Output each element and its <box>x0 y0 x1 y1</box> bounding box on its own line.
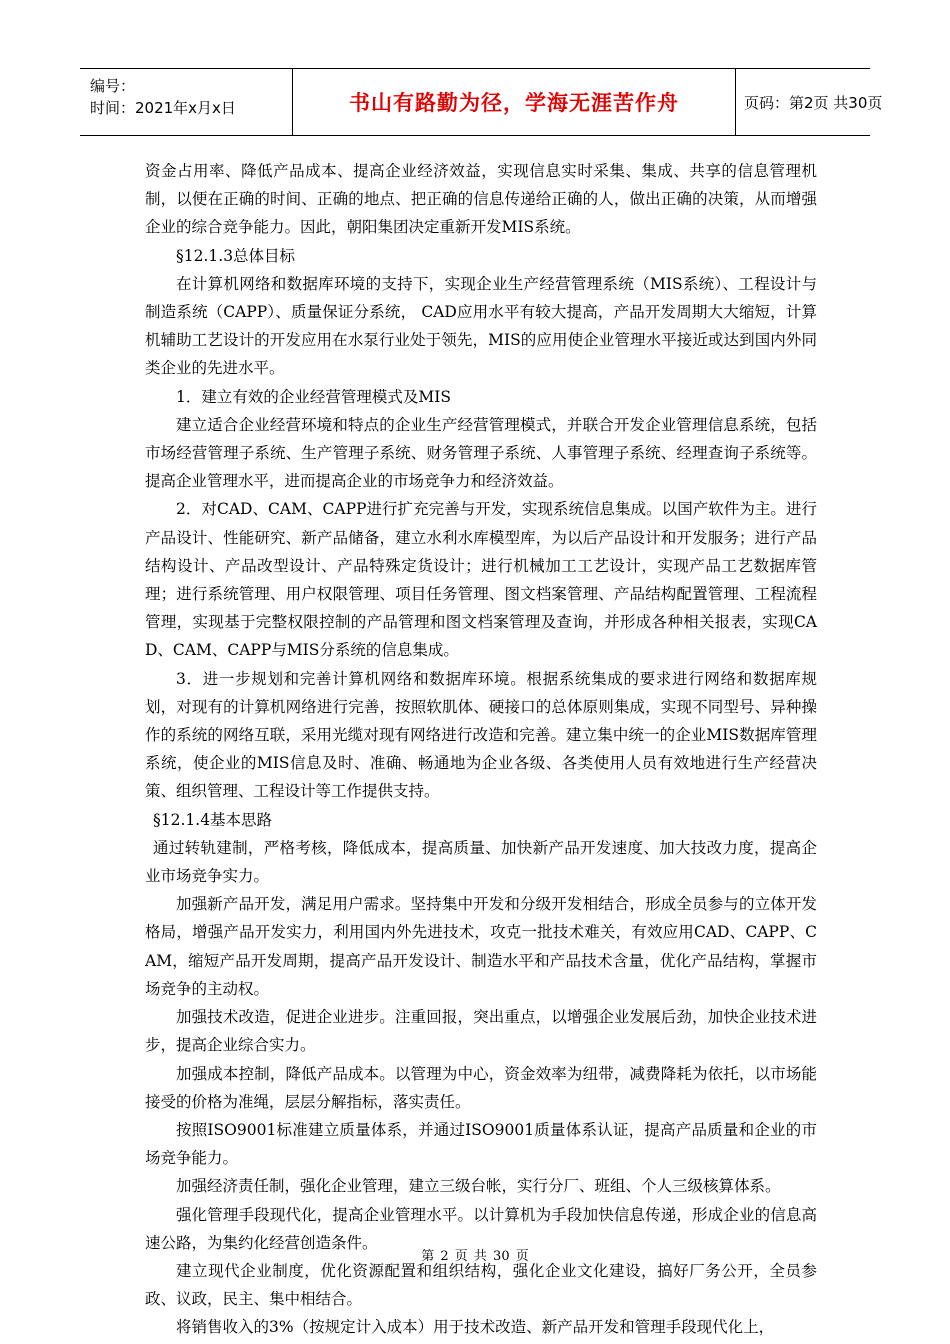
list-item-paragraph: 3．进一步规划和完善计算机网络和数据库环境。根据系统集成的要求进行网络和数据库规划，对现有的计算机网络进行完善，按照软肌体、硬接口的总体原则集成，实现不同型号、异种操作的系统的网络互联，采用光缆对现有网络进行改造和完善。建立集中统一的企业MIS数据库管理系统，使企业的MIS信息及时、准确、畅通地为企业各级、各类使用人员有效地进行生产经营决策、组织管理、工程设计等工作提供支持。 <box>145 669 817 801</box>
document-time-label: 时间：2021年x月x日 <box>90 99 236 117</box>
list-item-paragraph: 2．对CAD、CAM、CAPP进行扩充完善与开发，实现系统信息集成。以国产软件为主。进行产品设计、性能研究、新产品储备，建立水利水库模型库，为以后产品设计和开发服务；进行产品结构设计、产品改型设计、产品特殊定货设计；进行机械加工工艺设计，实现产品工艺数据库管理；进行系统管理、用户权限管理、项目任务管理、图文档案管理、产品结构配置管理、工程流程管理，实现基于完整权限控制的产品管理和图文档案管理及查询，并形成各种相关报表，实现CAD、CAM、CAPP与MIS分系统的信息集成。 <box>145 500 817 660</box>
section-heading-12-1-4: §12.1.4基本思路 <box>153 810 273 829</box>
body-paragraph: 按照ISO9001标准建立质量体系，并通过ISO9001质量体系认证，提高产品质量和企业的市场竞争能力。 <box>145 1120 817 1168</box>
body-paragraph: 在计算机网络和数据库环境的支持下，实现企业生产经营管理系统（MIS系统）、工程设计与制造系统（CAPP）、质量保证分系统， CAD应用水平有较大提高，产品开发周期大大缩短，计算机辅助工艺设计的开发应用在水泵行业处于领先，MIS的应用使企业管理水平接近或达到国内外同类企业的先进水平。 <box>145 274 817 378</box>
document-number-label: 编号： <box>90 77 136 95</box>
body-paragraph: 建立现代企业制度，优化资源配置和组织结构，强化企业文化建设，搞好厂务公开，全员参政、议政，民主、集中相结合。 <box>145 1261 817 1309</box>
body-paragraph: 加强新产品开发，满足用户需求。坚持集中开发和分级开发相结合，形成全员参与的立体开发格局，增强产品开发实力，利用国内外先进技术，攻克一批技术难关，有效应用CAD、CAPP、CAM，缩短产品开发周期，提高产品开发设计、制造水平和产品技术含量，优化产品结构，掌握市场竞争的主动权。 <box>145 895 817 998</box>
body-paragraph: 加强经济责任制，强化企业管理，建立三级台帐，实行分厂、班组、个人三级核算体系。 <box>176 1177 781 1196</box>
body-paragraph: 通过转轨建制，严格考核，降低成本，提高质量、加快新产品开发速度、加大技改力度，提高企业市场竞争实力。 <box>145 838 817 886</box>
body-paragraph: 强化管理手段现代化，提高企业管理水平。以计算机为手段加快信息传递，形成企业的信息高速公路，为集约化经营创造条件。 <box>145 1205 817 1252</box>
header-meta <box>90 75 236 119</box>
page-header <box>80 68 883 136</box>
body-paragraph: 建立适合企业经营环境和特点的企业生产经营管理模式，并联合开发企业管理信息系统，包括市场经营管理子系统、生产管理子系统、财务管理子系统、人事管理子系统、经理查询子系统等。提高企业管理水平，进而提高企业的市场竞争力和经济效益。 <box>145 415 817 491</box>
header-page-info: 页码：第2页 共30页 <box>744 93 883 112</box>
section-heading-12-1-3: §12.1.3总体目标 <box>176 246 296 265</box>
body-paragraph: 加强技术改造，促进企业进步。注重回报，突出重点，以增强企业发展后劲，加快企业技术进步，提高企业综合实力。 <box>145 1008 817 1055</box>
header-motto: 书山有路勤为径，学海无涯苦作舟 <box>292 69 736 135</box>
body-paragraph: 加强成本控制，降低产品成本。以管理为中心，资金效率为纽带，减费降耗为依托，以市场能接受的价格为准绳，层层分解指标，落实责任。 <box>145 1064 817 1111</box>
page-footer: 第 2 页 共 30 页 <box>421 1249 529 1264</box>
body-paragraph: 将销售收入的3%（按规定计入成本）用于技术改造、新产品开发和管理手段现代化上， <box>176 1318 775 1337</box>
body-paragraph: 资金占用率、降低产品成本、提高企业经济效益，实现信息实时采集、集成、共享的信息管理机制，以便在正确的时间、正确的地点、把正确的信息传递给正确的人，做出正确的决策，从而增强企业的综合竞争能力。因此，朝阳集团决定重新开发MIS系统。 <box>145 162 817 237</box>
document-body <box>145 157 817 1342</box>
list-item-heading: 1．建立有效的企业经营管理模式及MIS <box>176 387 451 406</box>
